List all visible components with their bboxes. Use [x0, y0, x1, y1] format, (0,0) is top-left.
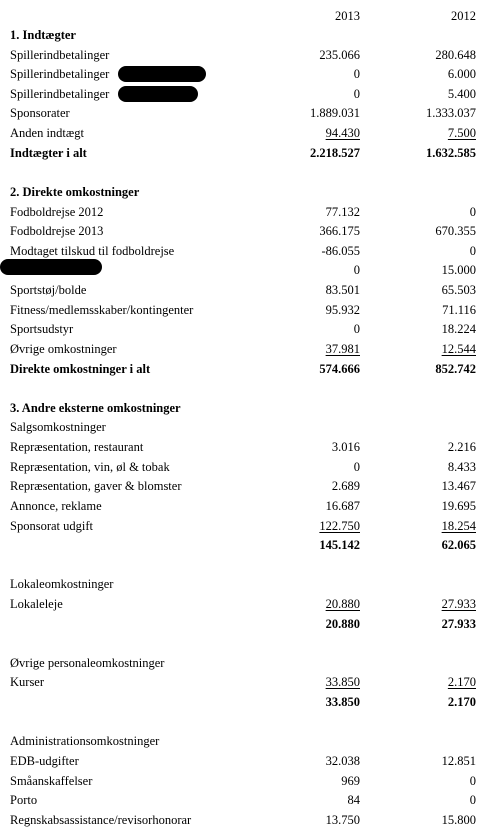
row-label: Sponsorater — [10, 106, 70, 121]
value-2012: 12.544 — [441, 341, 476, 356]
statement-row — [0, 732, 492, 750]
value-2013: 0 — [353, 459, 360, 474]
value-2012: 27.933 — [441, 616, 476, 631]
value-2013: 94.430 — [325, 126, 360, 141]
value-2013: 84 — [347, 793, 360, 808]
value-2012: 8.433 — [447, 459, 476, 474]
statement-row — [0, 183, 492, 201]
row-label: 3. Andre eksterne omkostninger — [10, 400, 181, 415]
value-2012: 0 — [469, 243, 476, 258]
row-label: Sportstøj/bolde — [10, 283, 87, 298]
value-2012: 0 — [469, 793, 476, 808]
value-2013: 235.066 — [319, 47, 360, 62]
value-2013: 33.850 — [325, 675, 360, 690]
row-label: Fodboldrejse 2012 — [10, 204, 104, 219]
statement-row — [0, 26, 492, 44]
value-2012: 18.224 — [441, 322, 476, 337]
row-label: Regnskabsassistance/revisorhonorar — [10, 812, 192, 827]
value-2013: 20.880 — [325, 596, 360, 611]
row-label: Direkte omkostninger i alt — [10, 361, 151, 376]
row-label: EDB-udgifter — [10, 753, 79, 768]
value-2012: 71.116 — [442, 302, 476, 317]
value-2013: 2.689 — [331, 479, 360, 494]
row-label: Indtægter i alt — [10, 145, 87, 160]
statement-row — [0, 124, 492, 142]
statement-row — [0, 360, 492, 378]
value-2012: 0 — [469, 773, 476, 788]
value-2012: 670.355 — [435, 224, 476, 239]
statement-row — [0, 85, 492, 103]
statement-row — [0, 458, 492, 476]
row-label: Repræsentation, restaurant — [10, 440, 144, 455]
value-2013: 2.218.527 — [310, 145, 360, 160]
value-2012: 6.000 — [447, 67, 476, 82]
statement-row — [0, 811, 492, 829]
value-2012: 15.800 — [441, 812, 476, 827]
statement-row — [0, 281, 492, 299]
value-2012: 0 — [469, 204, 476, 219]
statement-row — [0, 104, 492, 122]
statement-row — [0, 242, 492, 260]
value-2012: 15.000 — [441, 263, 476, 278]
redaction-bar — [118, 86, 198, 102]
row-label: Modtaget tilskud til fodboldrejse — [10, 243, 175, 258]
value-2013: 0 — [353, 322, 360, 337]
row-label: Annonce, reklame — [10, 498, 102, 513]
row-label: 2. Direkte omkostninger — [10, 184, 140, 199]
statement-row — [0, 46, 492, 64]
row-label: Øvrige personaleomkostninger — [10, 655, 165, 670]
value-2013: 33.850 — [325, 695, 360, 710]
value-2013: 3.016 — [331, 440, 360, 455]
statement-row — [0, 673, 492, 691]
value-2012: 5.400 — [447, 86, 476, 101]
row-label: Anden indtægt — [10, 126, 84, 141]
value-2013: 574.666 — [319, 361, 360, 376]
value-2012: 65.503 — [441, 283, 476, 298]
value-2012: 1.333.037 — [426, 106, 476, 121]
value-2012: 280.648 — [435, 47, 476, 62]
row-label: Sponsorat udgift — [10, 518, 93, 533]
row-label: Salgsomkostninger — [10, 420, 106, 435]
statement-row — [0, 791, 492, 809]
value-2013: 0 — [353, 263, 360, 278]
blank-row — [0, 713, 492, 731]
subtotal-row — [0, 693, 492, 711]
value-2013: 366.175 — [319, 224, 360, 239]
value-2012: 18.254 — [441, 518, 476, 533]
blank-row — [0, 163, 492, 181]
row-label: Kurser — [10, 675, 45, 690]
statement-row — [0, 399, 492, 417]
row-label: Lokaleomkostninger — [10, 577, 114, 592]
statement-row — [0, 301, 492, 319]
value-2013: 0 — [353, 67, 360, 82]
statement-row — [0, 438, 492, 456]
value-2012: 1.632.585 — [426, 145, 476, 160]
statement-row — [0, 497, 492, 515]
row-label: Lokaleleje — [10, 596, 63, 611]
value-2013: 20.880 — [325, 616, 360, 631]
row-label: Øvrige omkostninger — [10, 341, 117, 356]
statement-row — [0, 418, 492, 436]
value-2013: -86.055 — [321, 243, 360, 258]
blank-row — [0, 379, 492, 397]
subtotal-row — [0, 261, 492, 279]
statement-row — [0, 575, 492, 593]
row-label: 1. Indtægter — [10, 28, 76, 42]
redaction-bar — [0, 259, 102, 275]
year-2013-header: 2013 — [335, 9, 360, 23]
value-2013: 37.981 — [325, 341, 360, 356]
row-label: Spillerindbetalinger — [10, 47, 110, 62]
value-2013: 145.142 — [319, 538, 360, 553]
value-2013: 95.932 — [325, 302, 360, 317]
statement-row — [0, 477, 492, 495]
statement-row — [0, 654, 492, 672]
value-2013: 16.687 — [325, 498, 360, 513]
row-label: Repræsentation, vin, øl & tobak — [10, 459, 170, 474]
statement-row — [0, 320, 492, 338]
row-label: Repræsentation, gaver & blomster — [10, 479, 182, 494]
row-label: Sportsudstyr — [10, 322, 74, 337]
subtotal-row — [0, 536, 492, 554]
row-label: Småanskaffelser — [10, 773, 93, 788]
subtotal-row — [0, 615, 492, 633]
value-2013: 1.889.031 — [310, 106, 360, 121]
value-2013: 0 — [353, 86, 360, 101]
statement-row — [0, 340, 492, 358]
value-2013: 13.750 — [325, 812, 360, 827]
redaction-bar — [118, 66, 206, 82]
value-2012: 2.216 — [447, 440, 476, 455]
value-2012: 13.467 — [441, 479, 476, 494]
value-2013: 77.132 — [325, 204, 360, 219]
value-2013: 969 — [341, 773, 360, 788]
row-label: Porto — [10, 793, 38, 808]
value-2013: 83.501 — [325, 283, 360, 298]
statement-row — [0, 772, 492, 790]
value-2012: 12.851 — [441, 753, 476, 768]
row-label: Fodboldrejse 2013 — [10, 224, 104, 239]
statement-row — [0, 517, 492, 535]
value-2012: 2.170 — [447, 675, 476, 690]
row-label: Administrationsomkostninger — [10, 734, 160, 749]
statement-row — [0, 595, 492, 613]
statement-row — [0, 144, 492, 162]
statement-row — [0, 752, 492, 770]
row-label: Fitness/medlemsskaber/kontingenter — [10, 302, 194, 317]
value-2012: 27.933 — [441, 596, 476, 611]
statement-row — [0, 203, 492, 221]
row-label: Spillerindbetalinger — [10, 86, 110, 101]
value-2013: 32.038 — [325, 753, 360, 768]
year-2012-header: 2012 — [451, 9, 476, 23]
blank-row — [0, 634, 492, 652]
value-2012: 62.065 — [441, 538, 476, 553]
statement-row — [0, 222, 492, 240]
blank-row — [0, 556, 492, 574]
row-label: Spillerindbetalinger — [10, 67, 110, 82]
value-2012: 7.500 — [447, 126, 476, 141]
value-2012: 852.742 — [435, 361, 476, 376]
value-2013: 122.750 — [319, 518, 360, 533]
statement-row — [0, 65, 492, 83]
value-2012: 2.170 — [447, 695, 476, 710]
value-2012: 19.695 — [441, 498, 476, 513]
